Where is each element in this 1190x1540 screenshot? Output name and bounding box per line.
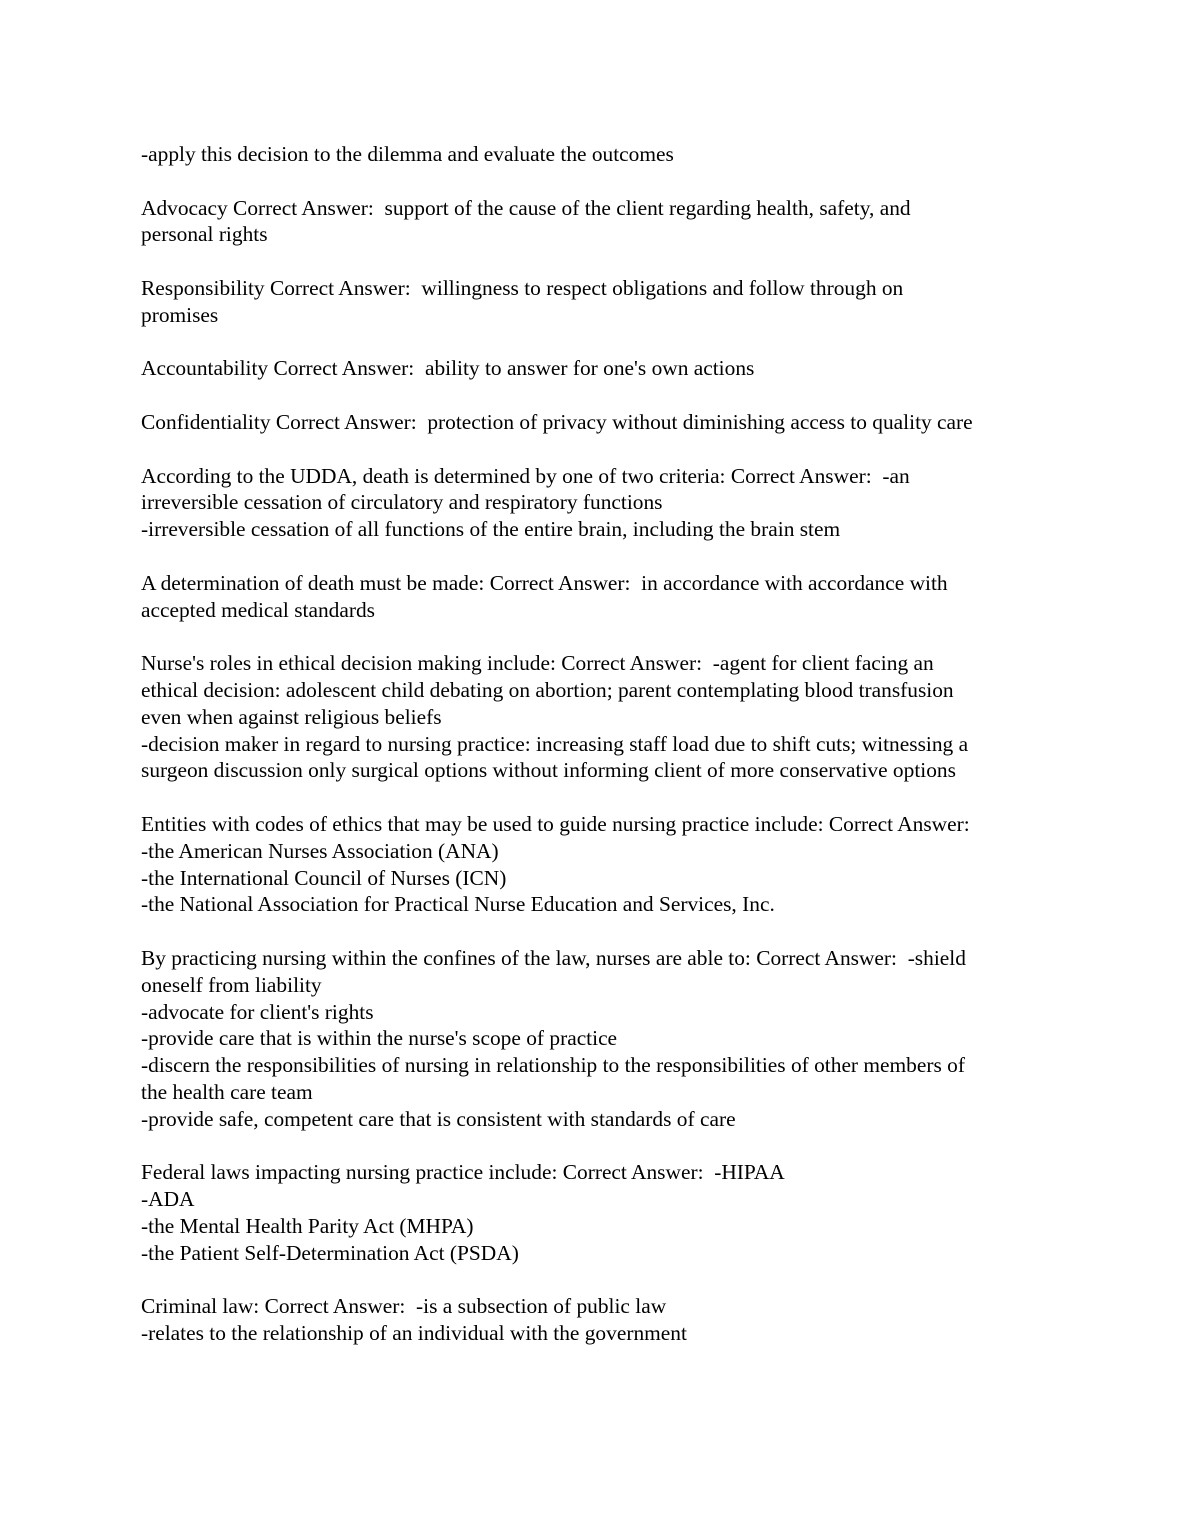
text-line: the health care team (141, 1079, 313, 1104)
text-line: Nurse's roles in ethical decision making include: Correct Answer: -agent for client facing an (141, 651, 934, 676)
document-body (141, 141, 1060, 1347)
text-line: oneself from liability (141, 972, 322, 997)
text-line: Advocacy Correct Answer: support of the cause of the client regarding health, safety, and (141, 195, 911, 220)
text-line: By practicing nursing within the confines of the law, nurses are able to: Correct Answer: -shield (141, 945, 966, 970)
flashcard-paragraph (141, 650, 1060, 784)
flashcard-paragraph (141, 355, 1060, 382)
text-line: -the National Association for Practical Nurse Education and Services, Inc. (141, 892, 775, 917)
text-line: -irreversible cessation of all functions of the entire brain, including the brain stem (141, 517, 841, 542)
flashcard-paragraph (141, 463, 1060, 543)
text-line: Entities with codes of ethics that may be used to guide nursing practice include: Correct Answer: (141, 811, 970, 836)
text-line: irreversible cessation of circulatory and respiratory functions (141, 490, 663, 515)
flashcard-paragraph (141, 1293, 1060, 1347)
text-line: -discern the responsibilities of nursing in relationship to the responsibilities of other members of (141, 1053, 965, 1078)
flashcard-paragraph (141, 275, 1060, 329)
text-line: -relates to the relationship of an individual with the government (141, 1321, 687, 1346)
flashcard-paragraph (141, 945, 1060, 1133)
text-line: Criminal law: Correct Answer: -is a subsection of public law (141, 1294, 667, 1319)
flashcard-paragraph (141, 409, 1060, 436)
text-line: Federal laws impacting nursing practice include: Correct Answer: -HIPAA (141, 1160, 785, 1185)
text-line: -the Mental Health Parity Act (MHPA) (141, 1213, 474, 1238)
text-line: promises (141, 302, 219, 327)
flashcard-paragraph (141, 141, 1060, 168)
flashcard-paragraph (141, 1159, 1060, 1266)
text-line: ethical decision: adolescent child debating on abortion; parent contemplating blood transfusion (141, 677, 954, 702)
text-line: -advocate for client's rights (141, 999, 374, 1024)
text-line: -apply this decision to the dilemma and evaluate the outcomes (141, 142, 674, 166)
text-line: -ADA (141, 1187, 195, 1212)
text-line: Accountability Correct Answer: ability to answer for one's own actions (141, 356, 755, 381)
text-line: -the International Council of Nurses (ICN) (141, 865, 507, 890)
text-line: accepted medical standards (141, 597, 375, 622)
flashcard-paragraph (141, 195, 1060, 249)
text-line: Responsibility Correct Answer: willingness to respect obligations and follow through on (141, 275, 904, 300)
text-line: surgeon discussion only surgical options without informing client of more conservative options (141, 758, 956, 783)
flashcard-paragraph (141, 811, 1060, 918)
text-line: personal rights (141, 222, 268, 247)
text-line: -the American Nurses Association (ANA) (141, 838, 499, 863)
text-line: -provide care that is within the nurse's scope of practice (141, 1026, 618, 1051)
text-line: even when against religious beliefs (141, 704, 442, 729)
text-line: A determination of death must be made: Correct Answer: in accordance with accordance with (141, 570, 948, 595)
text-line: -provide safe, competent care that is consistent with standards of care (141, 1106, 736, 1131)
flashcard-paragraph (141, 570, 1060, 624)
text-line: Confidentiality Correct Answer: protection of privacy without diminishing access to quality care (141, 409, 973, 434)
text-line: -the Patient Self-Determination Act (PSDA) (141, 1240, 519, 1265)
text-line: According to the UDDA, death is determined by one of two criteria: Correct Answer: -an (141, 463, 910, 488)
text-line: -decision maker in regard to nursing practice: increasing staff load due to shift cuts; witnessing a (141, 731, 969, 756)
